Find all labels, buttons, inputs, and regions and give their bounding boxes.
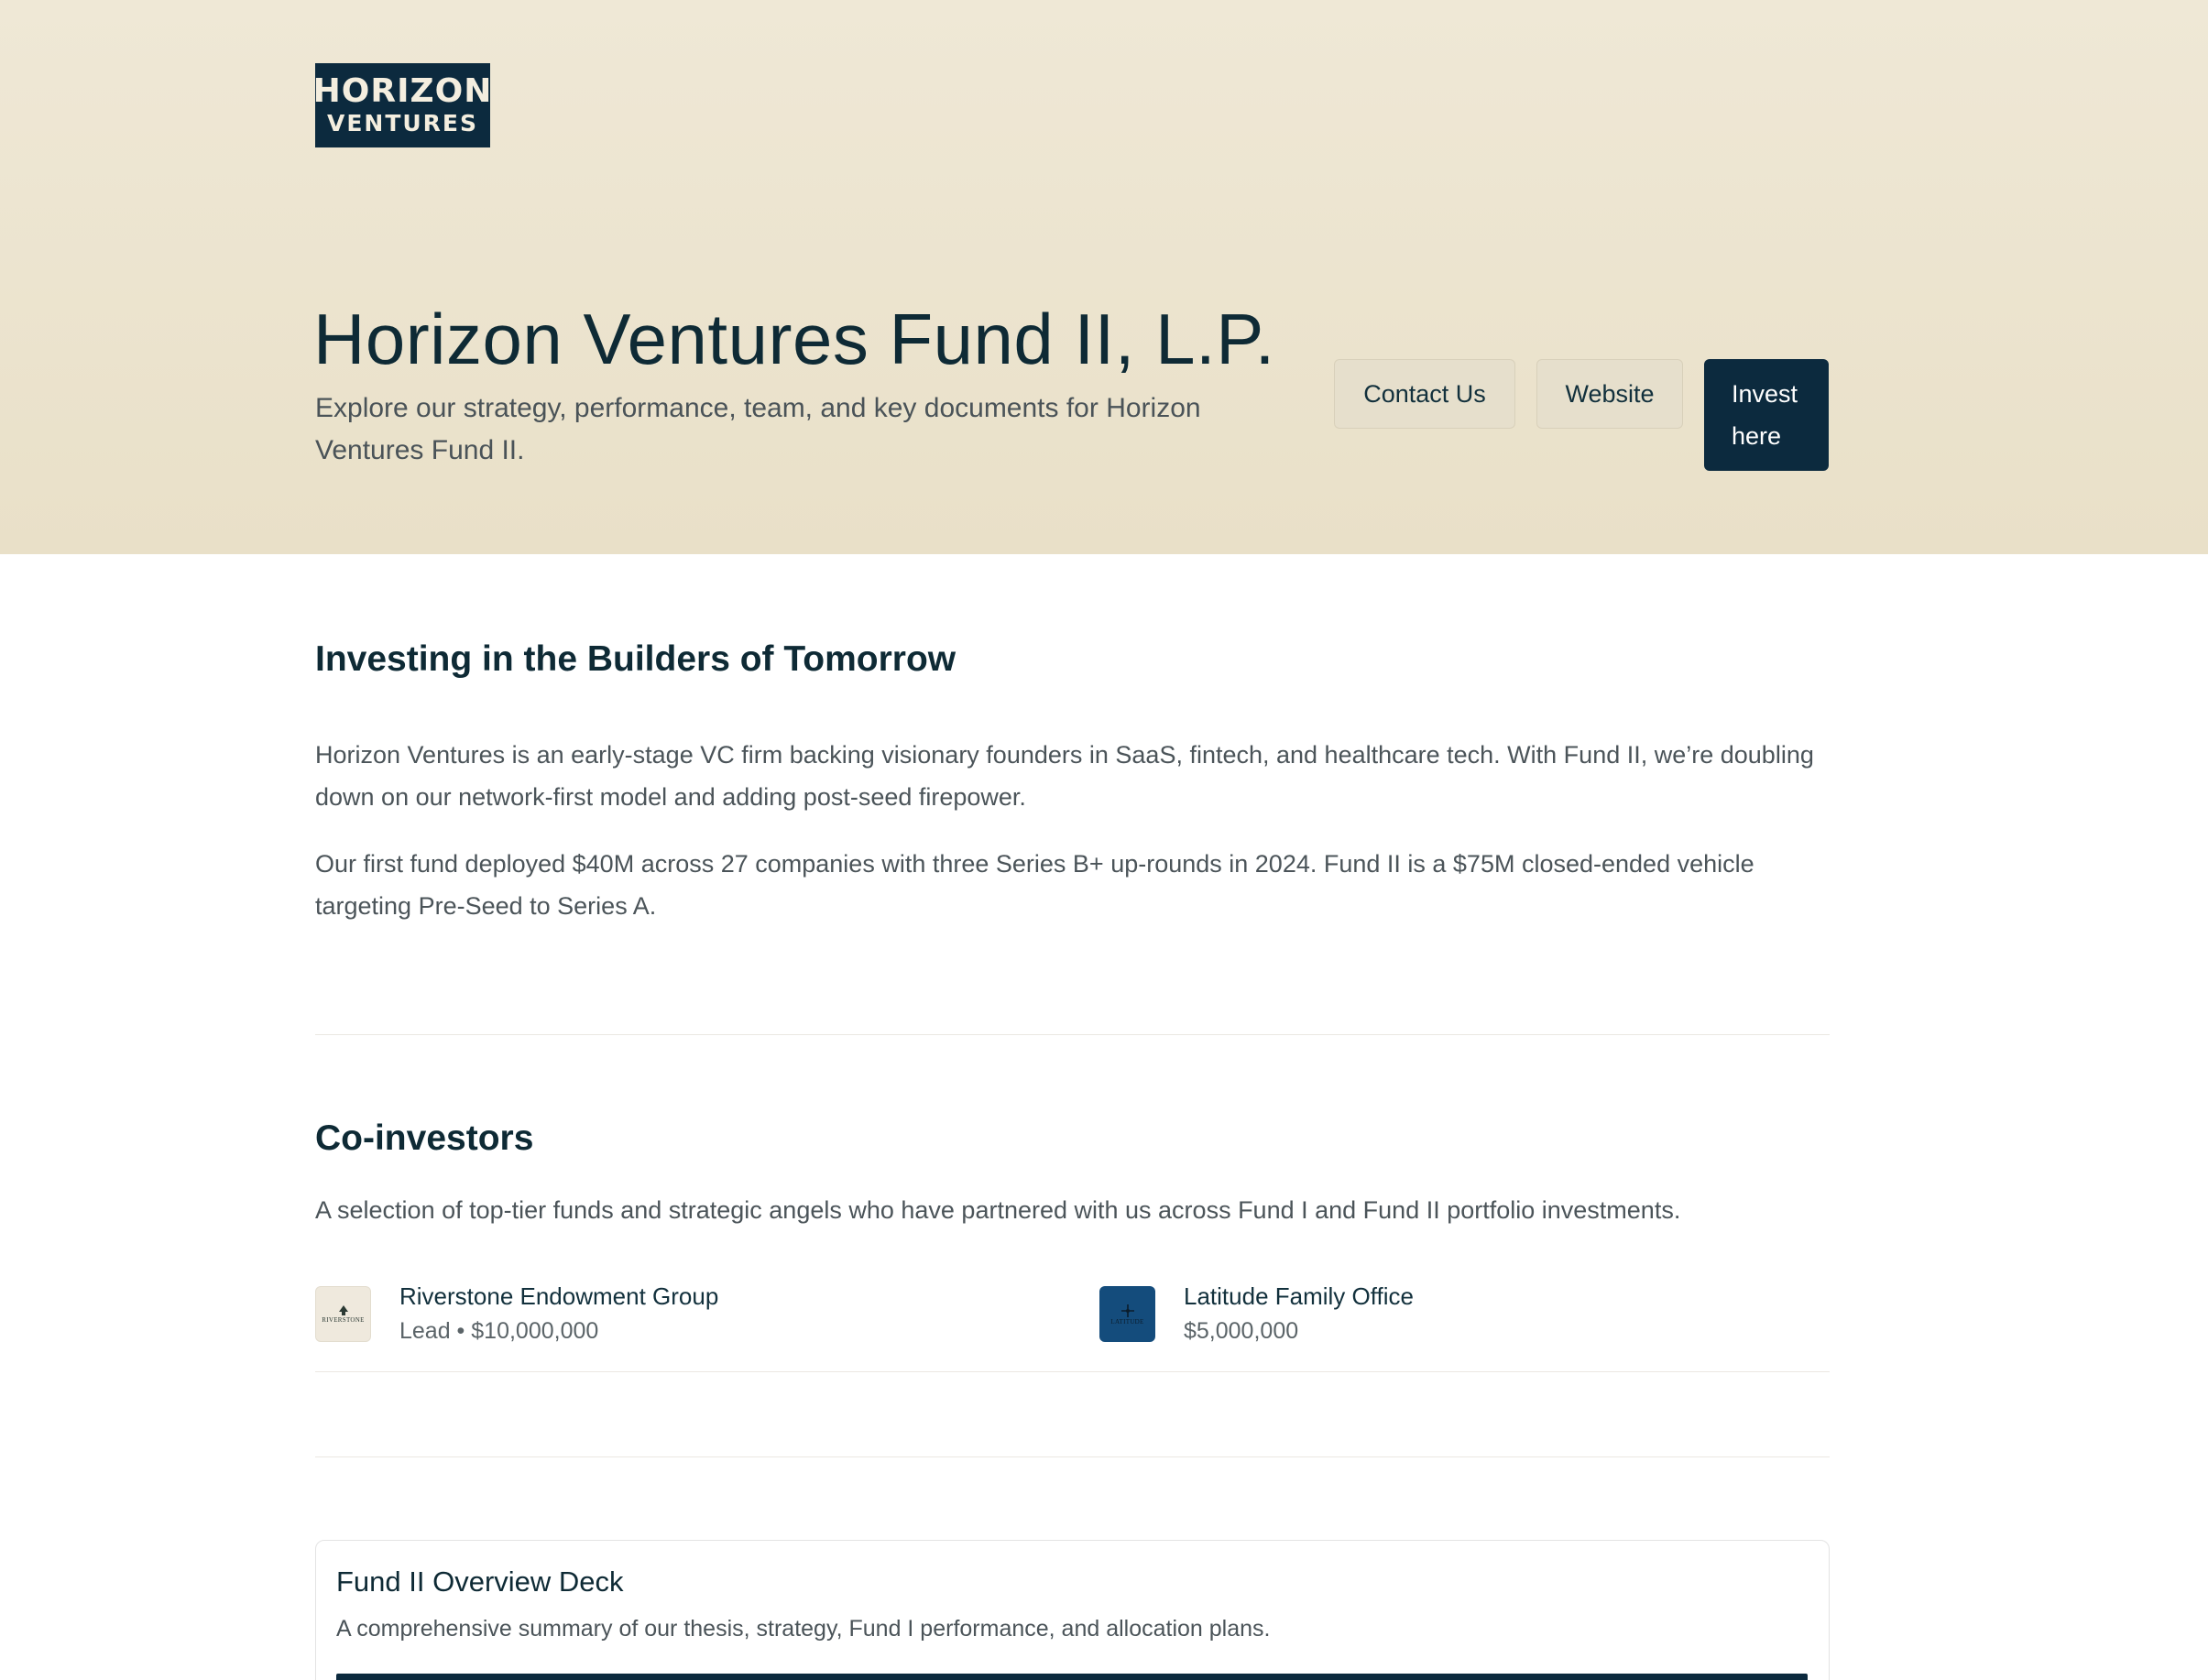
tree-icon (337, 1305, 350, 1316)
coinvestor-name: Riverstone Endowment Group (399, 1282, 719, 1310)
coinvestor-amount: $5,000,000 (1184, 1318, 1299, 1344)
compass-icon (1120, 1304, 1135, 1318)
riverstone-logo (315, 1286, 371, 1342)
about-paragraph-1: Horizon Ventures is an early-stage VC firm backing visionary founders in SaaS, fintech, and healthcare tech. With Fund II, we’re doubling down on our network-first model and adding post-seed firepower. (315, 741, 1814, 811)
riverstone-logo-text: RIVERSTONE (322, 1315, 365, 1324)
about-paragraph-2: Our first fund deployed $40M across 27 companies with three Series B+ up-rounds in 2024. Fund II is a $75M closed-ended vehicle targeting Pre-Seed to Series A. (315, 850, 1754, 920)
latitude-logo-text: LATITUDE (1110, 1317, 1144, 1325)
section-divider (315, 1456, 1830, 1457)
brand-logo[interactable] (312, 63, 493, 147)
website-button[interactable]: Website (1536, 359, 1683, 429)
latitude-logo (1099, 1286, 1155, 1342)
coinvestor-name: Latitude Family Office (1184, 1282, 1414, 1310)
coinvestors-description: A selection of top-tier funds and strategic angels who have partnered with us across Fund I and Fund II portfolio investments. (315, 1196, 1681, 1224)
coinvestor-amount: Lead • $10,000,000 (399, 1318, 599, 1344)
deck-preview[interactable] (336, 1674, 1808, 1680)
overview-deck-card[interactable] (315, 1540, 1830, 1680)
coinvestors-row-divider (315, 1371, 1830, 1372)
logo-line-1: HORIZON (312, 72, 493, 110)
section-divider (315, 1034, 1830, 1035)
logo-line-2: VENTURES (326, 110, 479, 136)
deck-title: Fund II Overview Deck (336, 1565, 624, 1598)
about-heading: Investing in the Builders of Tomorrow (315, 639, 956, 679)
invest-here-button[interactable]: Invest here (1704, 359, 1829, 471)
coinvestors-heading: Co-investors (315, 1118, 534, 1158)
deck-description: A comprehensive summary of our thesis, strategy, Fund I performance, and allocation plans. (336, 1616, 1271, 1642)
page-subtitle: Explore our strategy, performance, team, and key documents for Horizon Ventures Fund II. (315, 393, 1201, 465)
hero-banner (0, 0, 2208, 554)
page-title: Horizon Ventures Fund II, L.P. (313, 299, 1275, 379)
contact-us-button[interactable]: Contact Us (1334, 359, 1515, 429)
